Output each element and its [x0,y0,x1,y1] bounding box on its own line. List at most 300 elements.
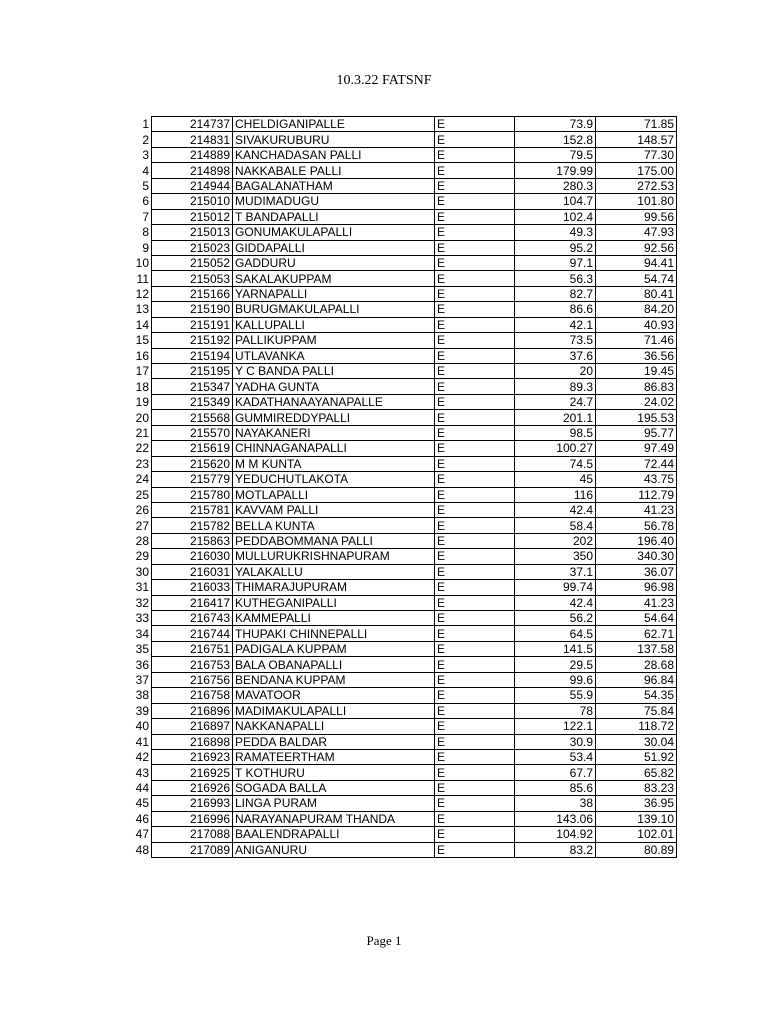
type-cell: E [435,580,515,595]
row-number: 44 [135,781,149,796]
code-cell: 214898 [152,163,233,178]
code-cell: 215053 [152,271,233,286]
name-cell: M M KUNTA [233,456,435,471]
name-cell: KUTHEGANIPALLI [233,595,435,610]
value-2-cell: 71.85 [596,117,677,132]
table-row [131,842,677,857]
value-2-cell: 30.04 [596,734,677,749]
table-row [131,703,677,718]
table-row [131,456,677,471]
value-1-cell: 85.6 [515,780,596,795]
code-cell: 215781 [152,502,233,517]
value-1-cell: 74.5 [515,456,596,471]
value-2-cell: 84.20 [596,302,677,317]
code-cell: 214889 [152,147,233,162]
code-cell: 216898 [152,734,233,749]
row-number: 9 [142,240,149,255]
row-number: 14 [135,317,149,332]
name-cell: GONUMAKULAPALLI [233,225,435,240]
value-1-cell: 49.3 [515,225,596,240]
table-row [131,487,677,502]
row-number: 1 [142,117,149,132]
name-cell: NAKKANAPALLI [233,719,435,734]
row-number: 12 [135,287,149,302]
name-cell: NAYAKANERI [233,425,435,440]
code-cell: 215012 [152,209,233,224]
type-cell: E [435,302,515,317]
value-1-cell: 64.5 [515,626,596,641]
type-cell: E [435,317,515,332]
type-cell: E [435,719,515,734]
value-2-cell: 54.74 [596,271,677,286]
value-1-cell: 152.8 [515,132,596,147]
row-number: 40 [135,719,149,734]
row-number: 17 [135,364,149,379]
name-cell: MOTLAPALLI [233,487,435,502]
value-1-cell: 86.6 [515,302,596,317]
value-1-cell: 104.92 [515,827,596,842]
code-cell: 216896 [152,703,233,718]
type-cell: E [435,518,515,533]
code-cell: 216756 [152,672,233,687]
value-1-cell: 202 [515,533,596,548]
value-2-cell: 41.23 [596,595,677,610]
value-1-cell: 67.7 [515,765,596,780]
row-number: 48 [135,842,149,857]
code-cell: 216758 [152,688,233,703]
type-cell: E [435,765,515,780]
name-cell: THIMARAJUPURAM [233,580,435,595]
name-cell: MAVATOOR [233,688,435,703]
type-cell: E [435,240,515,255]
table-row [131,163,677,178]
table-row [131,549,677,564]
row-number: 11 [136,271,149,286]
row-number: 28 [135,534,149,549]
value-1-cell: 95.2 [515,240,596,255]
row-number: 47 [135,827,149,842]
value-1-cell: 42.1 [515,317,596,332]
code-cell: 216417 [152,595,233,610]
table-row [131,255,677,270]
value-2-cell: 102.01 [596,827,677,842]
name-cell: RAMATEERTHAM [233,749,435,764]
type-cell: E [435,749,515,764]
name-cell: YALAKALLU [233,564,435,579]
row-number: 22 [135,441,149,456]
table-row [131,348,677,363]
name-cell: KAVVAM PALLI [233,502,435,517]
table-row [131,225,677,240]
type-cell: E [435,780,515,795]
name-cell: SOGADA BALLA [233,780,435,795]
type-cell: E [435,194,515,209]
type-cell: E [435,688,515,703]
value-2-cell: 80.41 [596,286,677,301]
code-cell: 214831 [152,132,233,147]
name-cell: BENDANA KUPPAM [233,672,435,687]
type-cell: E [435,564,515,579]
value-1-cell: 78 [515,703,596,718]
type-cell: E [435,456,515,471]
row-number: 41 [135,734,149,749]
name-cell: BELLA KUNTA [233,518,435,533]
value-2-cell: 36.56 [596,348,677,363]
name-cell: T BANDAPALLI [233,209,435,224]
type-cell: E [435,410,515,425]
value-1-cell: 350 [515,549,596,564]
value-2-cell: 80.89 [596,842,677,857]
value-2-cell: 340.30 [596,549,677,564]
value-1-cell: 179.99 [515,163,596,178]
table-row [131,719,677,734]
table-row [131,333,677,348]
value-2-cell: 86.83 [596,379,677,394]
table-row [131,688,677,703]
value-2-cell: 83.23 [596,780,677,795]
code-cell: 215780 [152,487,233,502]
code-cell: 216923 [152,749,233,764]
value-1-cell: 73.9 [515,117,596,132]
row-number: 29 [135,549,149,564]
value-1-cell: 55.9 [515,688,596,703]
page-number: Page 1 [366,933,402,948]
value-2-cell: 56.78 [596,518,677,533]
value-2-cell: 139.10 [596,811,677,826]
code-cell: 216993 [152,796,233,811]
table-row [131,672,677,687]
table-row [131,317,677,332]
type-cell: E [435,549,515,564]
row-number: 6 [142,194,149,209]
value-2-cell: 36.07 [596,564,677,579]
value-2-cell: 28.68 [596,657,677,672]
name-cell: MUDIMADUGU [233,194,435,209]
name-cell: MULLURUKRISHNAPURAM [233,549,435,564]
row-number: 19 [135,395,149,410]
table-row [131,734,677,749]
code-cell: 215619 [152,441,233,456]
value-2-cell: 71.46 [596,333,677,348]
name-cell: BURUGMAKULAPALLI [233,302,435,317]
code-cell: 216753 [152,657,233,672]
type-cell: E [435,425,515,440]
table-row [131,194,677,209]
row-number: 32 [135,595,149,610]
value-2-cell: 148.57 [596,132,677,147]
value-2-cell: 54.64 [596,611,677,626]
value-2-cell: 112.79 [596,487,677,502]
type-cell: E [435,379,515,394]
value-1-cell: 99.74 [515,580,596,595]
row-number: 42 [135,750,149,765]
type-cell: E [435,394,515,409]
code-cell: 214944 [152,178,233,193]
type-cell: E [435,178,515,193]
value-1-cell: 141.5 [515,641,596,656]
name-cell: T KOTHURU [233,765,435,780]
type-cell: E [435,796,515,811]
row-number: 43 [135,765,149,780]
row-number: 25 [135,487,149,502]
table-row [131,796,677,811]
value-1-cell: 98.5 [515,425,596,440]
name-cell: GUMMIREDDYPALLI [233,410,435,425]
name-cell: ANIGANURU [233,842,435,857]
row-number: 36 [135,657,149,672]
table-row [131,394,677,409]
type-cell: E [435,734,515,749]
value-1-cell: 56.3 [515,271,596,286]
row-number: 24 [135,472,149,487]
code-cell: 216030 [152,549,233,564]
value-2-cell: 195.53 [596,410,677,425]
type-cell: E [435,163,515,178]
table-row [131,147,677,162]
row-number: 2 [142,132,149,147]
value-2-cell: 36.95 [596,796,677,811]
value-1-cell: 30.9 [515,734,596,749]
row-number: 35 [135,642,149,657]
value-1-cell: 37.6 [515,348,596,363]
value-1-cell: 116 [515,487,596,502]
value-2-cell: 72.44 [596,456,677,471]
value-2-cell: 43.75 [596,472,677,487]
row-number: 21 [135,425,149,440]
name-cell: CHELDIGANIPALLE [233,117,435,132]
code-cell: 216751 [152,641,233,656]
value-1-cell: 97.1 [515,255,596,270]
row-number: 46 [135,811,149,826]
value-2-cell: 196.40 [596,533,677,548]
type-cell: E [435,842,515,857]
value-2-cell: 99.56 [596,209,677,224]
type-cell: E [435,132,515,147]
value-2-cell: 65.82 [596,765,677,780]
type-cell: E [435,487,515,502]
data-table-body [131,117,677,858]
table-row [131,379,677,394]
value-1-cell: 24.7 [515,394,596,409]
value-1-cell: 99.6 [515,672,596,687]
type-cell: E [435,641,515,656]
type-cell: E [435,209,515,224]
table-row [131,564,677,579]
type-cell: E [435,672,515,687]
type-cell: E [435,502,515,517]
value-2-cell: 75.84 [596,703,677,718]
code-cell: 217088 [152,827,233,842]
name-cell: YADHA GUNTA [233,379,435,394]
row-number: 37 [135,672,149,687]
name-cell: GADDURU [233,255,435,270]
page-title: 10.3.22 FATSNF [336,73,432,88]
row-number: 16 [135,348,149,363]
value-1-cell: 89.3 [515,379,596,394]
code-cell: 215779 [152,472,233,487]
code-cell: 216033 [152,580,233,595]
code-cell: 215782 [152,518,233,533]
type-cell: E [435,533,515,548]
code-cell: 217089 [152,842,233,857]
name-cell: Y C BANDA PALLI [233,364,435,379]
code-cell: 215863 [152,533,233,548]
name-cell: SAKALAKUPPAM [233,271,435,286]
type-cell: E [435,117,515,132]
code-cell: 215194 [152,348,233,363]
table-row [131,780,677,795]
type-cell: E [435,611,515,626]
value-2-cell: 19.45 [596,364,677,379]
table-row [131,425,677,440]
name-cell: PADIGALA KUPPAM [233,641,435,656]
name-cell: GIDDAPALLI [233,240,435,255]
row-number: 38 [135,688,149,703]
value-1-cell: 100.27 [515,441,596,456]
name-cell: YEDUCHUTLAKOTA [233,472,435,487]
value-1-cell: 37.1 [515,564,596,579]
type-cell: E [435,626,515,641]
value-2-cell: 272.53 [596,178,677,193]
row-number: 39 [135,703,149,718]
table-row [131,302,677,317]
table-row [131,749,677,764]
type-cell: E [435,364,515,379]
code-cell: 215052 [152,255,233,270]
table-row [131,641,677,656]
row-number: 7 [142,209,149,224]
value-2-cell: 118.72 [596,719,677,734]
value-1-cell: 56.2 [515,611,596,626]
code-cell: 214737 [152,117,233,132]
value-1-cell: 73.5 [515,333,596,348]
code-cell: 215013 [152,225,233,240]
name-cell: LINGA PURAM [233,796,435,811]
code-cell: 215347 [152,379,233,394]
value-1-cell: 20 [515,364,596,379]
table-row [131,611,677,626]
code-cell: 216897 [152,719,233,734]
type-cell: E [435,271,515,286]
row-number: 15 [135,333,149,348]
row-number: 23 [135,456,149,471]
table-row [131,827,677,842]
row-number: 18 [135,379,149,394]
table-row [131,271,677,286]
value-1-cell: 45 [515,472,596,487]
name-cell: BALA OBANAPALLI [233,657,435,672]
value-1-cell: 29.5 [515,657,596,672]
table-row [131,364,677,379]
type-cell: E [435,147,515,162]
table-row [131,765,677,780]
value-2-cell: 96.84 [596,672,677,687]
name-cell: NAKKABALE PALLI [233,163,435,178]
type-cell: E [435,348,515,363]
table-row [131,657,677,672]
name-cell: CHINNAGANAPALLI [233,441,435,456]
code-cell: 215191 [152,317,233,332]
name-cell: PALLIKUPPAM [233,333,435,348]
code-cell: 215023 [152,240,233,255]
table-row [131,580,677,595]
value-2-cell: 62.71 [596,626,677,641]
value-2-cell: 92.56 [596,240,677,255]
name-cell: KAMMEPALLI [233,611,435,626]
code-cell: 215195 [152,364,233,379]
row-number: 34 [135,626,149,641]
type-cell: E [435,225,515,240]
row-number: 5 [142,178,149,193]
row-number: 27 [135,518,149,533]
row-number: 45 [135,796,149,811]
code-cell: 216996 [152,811,233,826]
table-row [131,240,677,255]
code-cell: 215570 [152,425,233,440]
table-row [131,286,677,301]
table-row [131,117,677,132]
type-cell: E [435,286,515,301]
value-2-cell: 40.93 [596,317,677,332]
name-cell: PEDDABOMMANA PALLI [233,533,435,548]
table-row [131,502,677,517]
row-number: 26 [135,503,149,518]
value-1-cell: 58.4 [515,518,596,533]
table-row [131,472,677,487]
value-1-cell: 280.3 [515,178,596,193]
value-2-cell: 47.93 [596,225,677,240]
table-row [131,209,677,224]
code-cell: 215190 [152,302,233,317]
value-2-cell: 24.02 [596,394,677,409]
value-1-cell: 79.5 [515,147,596,162]
value-1-cell: 143.06 [515,811,596,826]
name-cell: MADIMAKULAPALLI [233,703,435,718]
code-cell: 216031 [152,564,233,579]
type-cell: E [435,255,515,270]
type-cell: E [435,657,515,672]
type-cell: E [435,333,515,348]
value-2-cell: 96.98 [596,580,677,595]
row-number: 31 [135,580,149,595]
type-cell: E [435,827,515,842]
name-cell: UTLAVANKA [233,348,435,363]
table-row [131,178,677,193]
name-cell: BAGALANATHAM [233,178,435,193]
name-cell: KALLUPALLI [233,317,435,332]
type-cell: E [435,441,515,456]
code-cell: 216743 [152,611,233,626]
name-cell: KADATHANAAYANAPALLE [233,394,435,409]
code-cell: 215010 [152,194,233,209]
type-cell: E [435,703,515,718]
value-2-cell: 94.41 [596,255,677,270]
name-cell: NARAYANAPURAM THANDA [233,811,435,826]
value-1-cell: 42.4 [515,502,596,517]
code-cell: 215620 [152,456,233,471]
row-number: 33 [135,611,149,626]
code-cell: 216744 [152,626,233,641]
type-cell: E [435,811,515,826]
name-cell: THUPAKI CHINNEPALLI [233,626,435,641]
row-number: 20 [135,410,149,425]
value-2-cell: 97.49 [596,441,677,456]
value-2-cell: 41.23 [596,502,677,517]
type-cell: E [435,472,515,487]
value-2-cell: 95.77 [596,425,677,440]
row-number: 8 [142,225,149,240]
row-number: 10 [135,256,149,271]
